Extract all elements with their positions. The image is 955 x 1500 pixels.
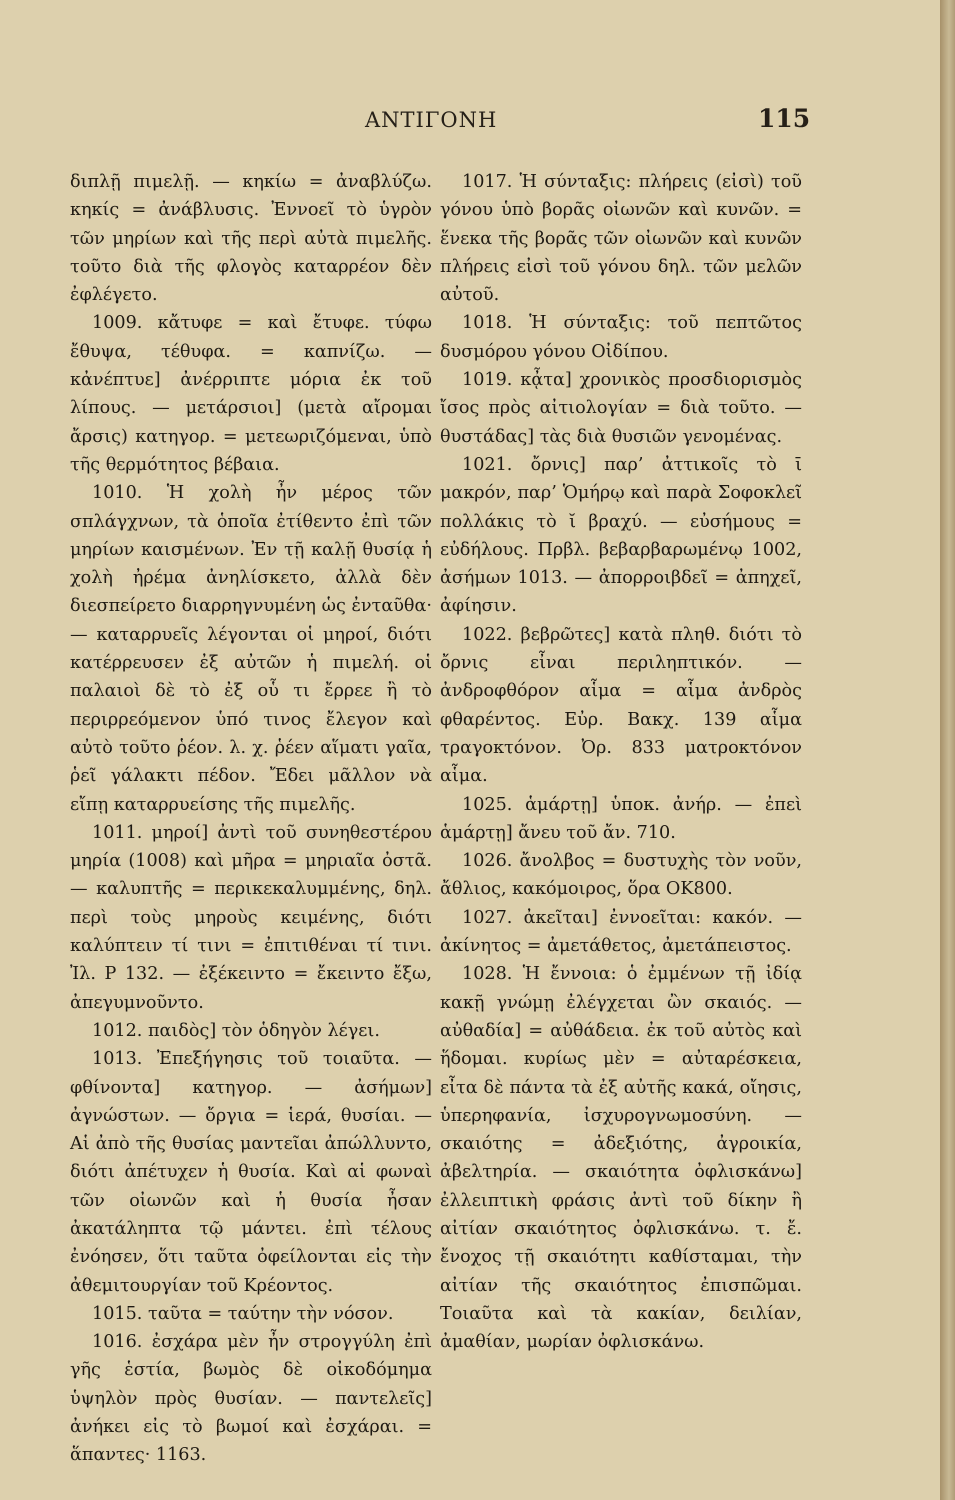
commentary-entry: 1019. κᾆτα] χρονικὸς προσδιορισμὸς ἴσος πρὸς αἰτιολογίαν = διὰ τοῦτο. — θυστάδας] τὰς διὰ θυσιῶν γενομένας. (440, 370, 802, 447)
commentary-entry: 1028. Ἡ ἔννοια: ὁ ἐμμένων τῇ ἰδίᾳ κακῇ γνώμῃ ἐλέγχεται ὢν σκαιός. — αὐθαδία] = αὐθάδεια. ἐκ τοῦ αὐτὸς καὶ ἥδομαι. κυρίως μὲν = αὐταρέσκεια, εἶτα δὲ πάντα τὰ ἐξ αὐτῆς κακά, οἴησις, ὑπερηφανία, ἰσχυρογνωμοσύνη. — σκαιότης = ἀδεξιότης, ἀγροικία, ἀβελτηρία. — σκαιότητα ὀφλισκάνω] ἐλλειπτικὴ φράσις ἀντὶ τοῦ δίκην ἢ αἰτίαν σκαιότητος ὀφλισκάνω. τ. ἔ. ἔνοχος τῇ σκαιότητι καθίσταμαι, τὴν αἰτίαν τῆς σκαιότητος ἐπισπῶμαι. Τοιαῦτα καὶ τὰ κακίαν, δειλίαν, ἀμαθίαν, μωρίαν ὀφλισκάνω. (440, 964, 802, 1353)
commentary-entry: 1018. Ἡ σύνταξις: τοῦ πεπτῶτος δυσμόρου γόνου Οἰδίπου. (440, 313, 802, 362)
commentary-entry: 1010. Ἡ χολὴ ἦν μέρος τῶν σπλάγχνων, τὰ ὁποῖα ἐτίθεντο ἐπὶ τῶν μηρίων καισμένων. Ἐν τῇ καλῇ θυσίᾳ ἡ χολὴ ἠρέμα ἀνηλίσκετο, ἀλλὰ δὲν διεσπείρετο διαρρηγνυμένη ὡς ἐνταῦθα· — καταρρυεῖς λέγονται οἱ μηροί, διότι κατέρρευσεν ἐξ αὐτῶν ἡ πιμελή. οἱ παλαιοὶ δὲ τὸ ἐξ οὗ τι ἔρρεε ἢ τὸ περιρρεόμενον ὑπό τινος ἔλεγον καὶ αὐτὸ τοῦτο ῥέον. λ. χ. ῥέεν αἵματι γαῖα, ῥεῖ γάλακτι πέδον. Ἔδει μᾶλλον νὰ εἴπῃ καταρρυείσης τῆς πιμελῆς. (70, 483, 432, 815)
commentary-entry: 1017. Ἡ σύνταξις: πλήρεις (εἰσὶ) τοῦ γόνου ὑπὸ βορᾶς οἰωνῶν καὶ κυνῶν. = ἕνεκα τῆς βορᾶς τῶν οἰωνῶν καὶ κυνῶν πλήρεις εἰσὶ τοῦ γόνου δηλ. τῶν μελῶν αὐτοῦ. (440, 172, 802, 306)
commentary-entry: 1013. Ἐπεξήγησις τοῦ τοιαῦτα. — φθίνοντα] κατηγορ. — ἀσήμων] ἀγνώστων. — ὄργια = ἱερά, θυσίαι. — Αἱ ἀπὸ τῆς θυσίας μαντεῖαι ἀπώλλυντο, διότι ἀπέτυχεν ἡ θυσία. Καὶ αἱ φωναὶ τῶν οἰωνῶν καὶ ἡ θυσία ἦσαν ἀκατάληπτα τῷ μάντει. ἐπὶ τέλους ἐνόησεν, ὅτι ταῦτα ὀφείλονται εἰς τὴν ἀθεμιτουργίαν τοῦ Κρέοντος. (70, 1049, 432, 1296)
commentary-entry: διπλῇ πιμελῇ. — κηκίω = ἀναβλύζω. κηκίς = ἀνάβλυσις. Ἐννοεῖ τὸ ὑγρὸν τῶν μηρίων καὶ τῆς περὶ αὐτὰ πιμελῆς. τοῦτο διὰ τῆς φλογὸς καταρρέον δὲν ἐφλέγετο. (70, 172, 432, 306)
right-column (440, 168, 802, 1356)
commentary-entry: 1022. βεβρῶτες] κατὰ πληθ. διότι τὸ ὄρνις εἶναι περιληπτικόν. — ἀνδροφθόρον αἷμα = αἷμα ἀνδρὸς φθαρέντος. Εὐρ. Βακχ. 139 αἷμα τραγοκτόνον. Ὀρ. 833 ματροκτόνον αἷμα. (440, 624, 802, 787)
page-number: 115 (758, 104, 811, 133)
commentary-entry: 1015. ταῦτα = ταύτην τὴν νόσον. (92, 1303, 394, 1324)
left-column (70, 168, 432, 1470)
commentary-entry: 1025. ἁμάρτῃ] ὑποκ. ἀνήρ. — ἐπεὶ ἁμάρτῃ] ἄνευ τοῦ ἄν. 710. (440, 794, 802, 843)
book-spine-edge (940, 0, 955, 1500)
commentary-entry: 1027. ἀκεῖται] ἐννοεῖται: κακόν. — ἀκίνητος = ἀμετάθετος, ἀμετάπειστος. (440, 907, 802, 957)
commentary-entry: 1009. κἄτυφε = καὶ ἔτυφε. τύφω ἔθυψα, τέθυφα. = καπνίζω. — κἀνέπτυε] ἀνέρριπτε μόρια ἐκ τοῦ λίπους. — μετάρσιοι] (μετὰ αἴρομαι ἄρσις) κατηγορ. = μετεωριζόμεναι, ὑπὸ τῆς θερμότητος βέβαια. (70, 313, 432, 475)
commentary-entry: 1016. ἐσχάρα μὲν ἦν στρογγύλη ἐπὶ γῆς ἑστία, βωμὸς δὲ οἰκοδόμημα ὑψηλὸν πρὸς θυσίαν. — παντελεῖς] ἀνήκει εἰς τὸ βωμοί καὶ ἐσχάραι. = ἅπαντες· 1163. (70, 1332, 432, 1466)
running-head-title: ΑΝΤΙΓΟΝΗ (365, 108, 498, 132)
commentary-entry: 1021. ὄρνις] παρ’ ἀττικοῖς τὸ ῑ μακρόν, παρ’ Ὁμήρῳ καὶ παρὰ Σοφοκλεῖ πολλάκις τὸ ῐ βραχύ. — εὐσήμους = εὐδήλους. Πρβλ. βεβαρβαρωμένῳ 1002, ἀσήμων 1013. — ἀπορροιβδεῖ = ἀπηχεῖ, ἀφίησιν. (440, 454, 802, 617)
commentary-entry: 1012. παιδὸς] τὸν ὁδηγὸν λέγει. (92, 1020, 380, 1041)
commentary-entry: 1026. ἄνολβος = δυστυχὴς τὸν νοῦν, ἄθλιος, κακόμοιρος, ὅρα ΟΚ800. (440, 851, 802, 900)
commentary-entry: 1011. μηροί] ἀντὶ τοῦ συνηθεστέρου μηρία (1008) καὶ μῆρα = μηριαῖα ὀστᾶ. — καλυπτῆς = περικεκαλυμμένης, δηλ. περὶ τοὺς μηροὺς κειμένης, διότι καλύπτειν τί τινι = ἐπιτιθέναι τί τινι. Ἰλ. Ρ 132. — ἐξέκειντο = ἔκειντο ἔξω, ἀπεγυμνοῦντο. (70, 822, 432, 1013)
